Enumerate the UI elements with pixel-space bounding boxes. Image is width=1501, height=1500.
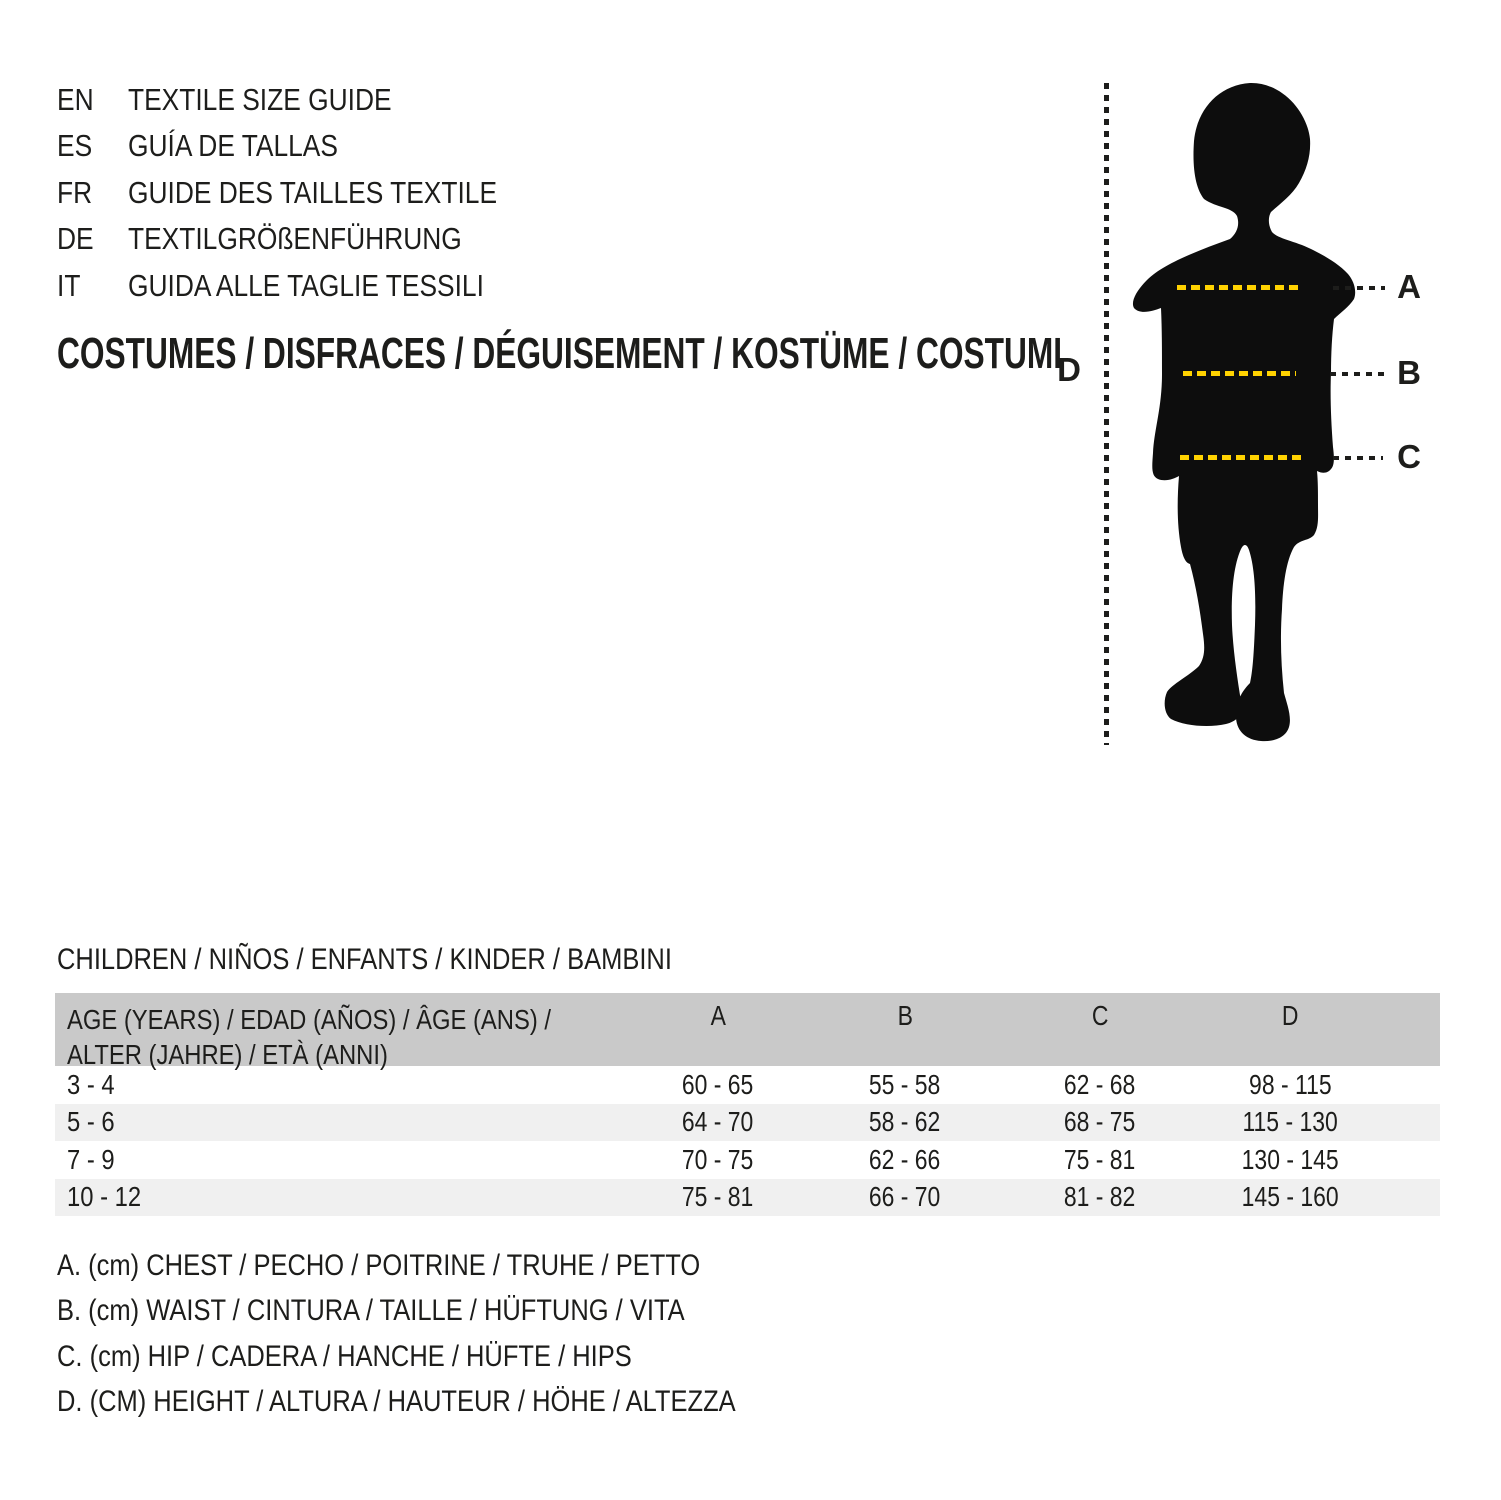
language-code: FR (57, 175, 93, 210)
guide-title-es: GUÍA DE TALLAS (128, 128, 338, 163)
column-header-b: B (897, 1000, 913, 1031)
column-header-d: D (1281, 1000, 1299, 1031)
hip-cell: 75 - 81 (1064, 1143, 1136, 1175)
chest-cell: 75 - 81 (682, 1181, 754, 1213)
table-row-age-7-9 (55, 1141, 1440, 1179)
chest-measure-line-a (1177, 285, 1303, 290)
waist-cell: 62 - 66 (869, 1143, 941, 1175)
legend-chest: A. (cm) CHEST / PECHO / POITRINE / TRUHE / PETTO (57, 1249, 701, 1282)
table-section-title: CHILDREN / NIÑOS / ENFANTS / KINDER / BAMBINI (57, 943, 672, 976)
hip-cell: 68 - 75 (1064, 1106, 1136, 1138)
guide-title-it: GUIDA ALLE TAGLIE TESSILI (128, 268, 484, 303)
child-silhouette (1120, 78, 1390, 748)
chest-cell: 70 - 75 (682, 1143, 754, 1175)
table-row-age-5-6 (55, 1104, 1440, 1142)
hip-cell: 81 - 82 (1064, 1181, 1136, 1213)
waist-cell: 55 - 58 (869, 1068, 941, 1100)
language-code: EN (57, 82, 94, 117)
age-cell: 10 - 12 (67, 1181, 142, 1213)
legend-waist: B. (cm) WAIST / CINTURA / TAILLE / HÜFTUNG / VITA (57, 1294, 685, 1327)
waist-measure-line-b (1183, 371, 1296, 376)
age-cell: 7 - 9 (67, 1143, 115, 1175)
guide-title-en: TEXTILE SIZE GUIDE (128, 82, 392, 117)
table-row-age-10-12 (55, 1179, 1440, 1217)
children-size-table (55, 993, 1440, 1216)
age-cell: 3 - 4 (67, 1068, 115, 1100)
hip-cell: 62 - 68 (1064, 1068, 1136, 1100)
guide-title-fr: GUIDE DES TAILLES TEXTILE (128, 175, 498, 210)
column-header-a: A (710, 1000, 726, 1031)
height-cell: 145 - 160 (1241, 1181, 1339, 1213)
age-cell: 5 - 6 (67, 1106, 115, 1138)
language-code: DE (57, 221, 94, 256)
age-column-header: AGE (YEARS) / EDAD (AÑOS) / ÂGE (ANS) / ALTER (JAHRE) / ETÀ (ANNI) (67, 1004, 552, 1070)
guide-title-de: TEXTILGRÖßENFÜHRUNG (128, 221, 462, 256)
chest-cell: 64 - 70 (682, 1106, 754, 1138)
chest-guide-line (1333, 286, 1385, 290)
chest-cell: 60 - 65 (682, 1068, 754, 1100)
hip-measure-line-c (1180, 455, 1304, 460)
height-measure-line-d (1104, 83, 1109, 745)
table-row-age-3-4 (55, 1066, 1440, 1104)
legend-height: D. (CM) HEIGHT / ALTURA / HAUTEUR / HÖHE / ALTEZZA (57, 1385, 736, 1418)
figure-label-b: B (1397, 354, 1421, 391)
language-code: ES (57, 128, 93, 163)
hip-guide-line (1333, 456, 1383, 460)
legend-hip: C. (cm) HIP / CADERA / HANCHE / HÜFTE / HIPS (57, 1340, 632, 1373)
height-cell: 98 - 115 (1248, 1068, 1332, 1100)
column-header-c: C (1091, 1000, 1109, 1031)
height-cell: 115 - 130 (1242, 1106, 1338, 1138)
size-table-header (55, 993, 1440, 1070)
language-code: IT (57, 268, 81, 303)
waist-guide-line (1330, 372, 1384, 376)
figure-label-a: A (1397, 268, 1421, 305)
height-cell: 130 - 145 (1241, 1143, 1339, 1175)
waist-cell: 66 - 70 (869, 1181, 941, 1213)
category-title: COSTUMES / DISFRACES / DÉGUISEMENT / KOSTÜME / COSTUMI (57, 329, 1063, 378)
figure-label-c: C (1397, 438, 1421, 475)
waist-cell: 58 - 62 (869, 1106, 941, 1138)
figure-label-d: D (1057, 351, 1081, 388)
